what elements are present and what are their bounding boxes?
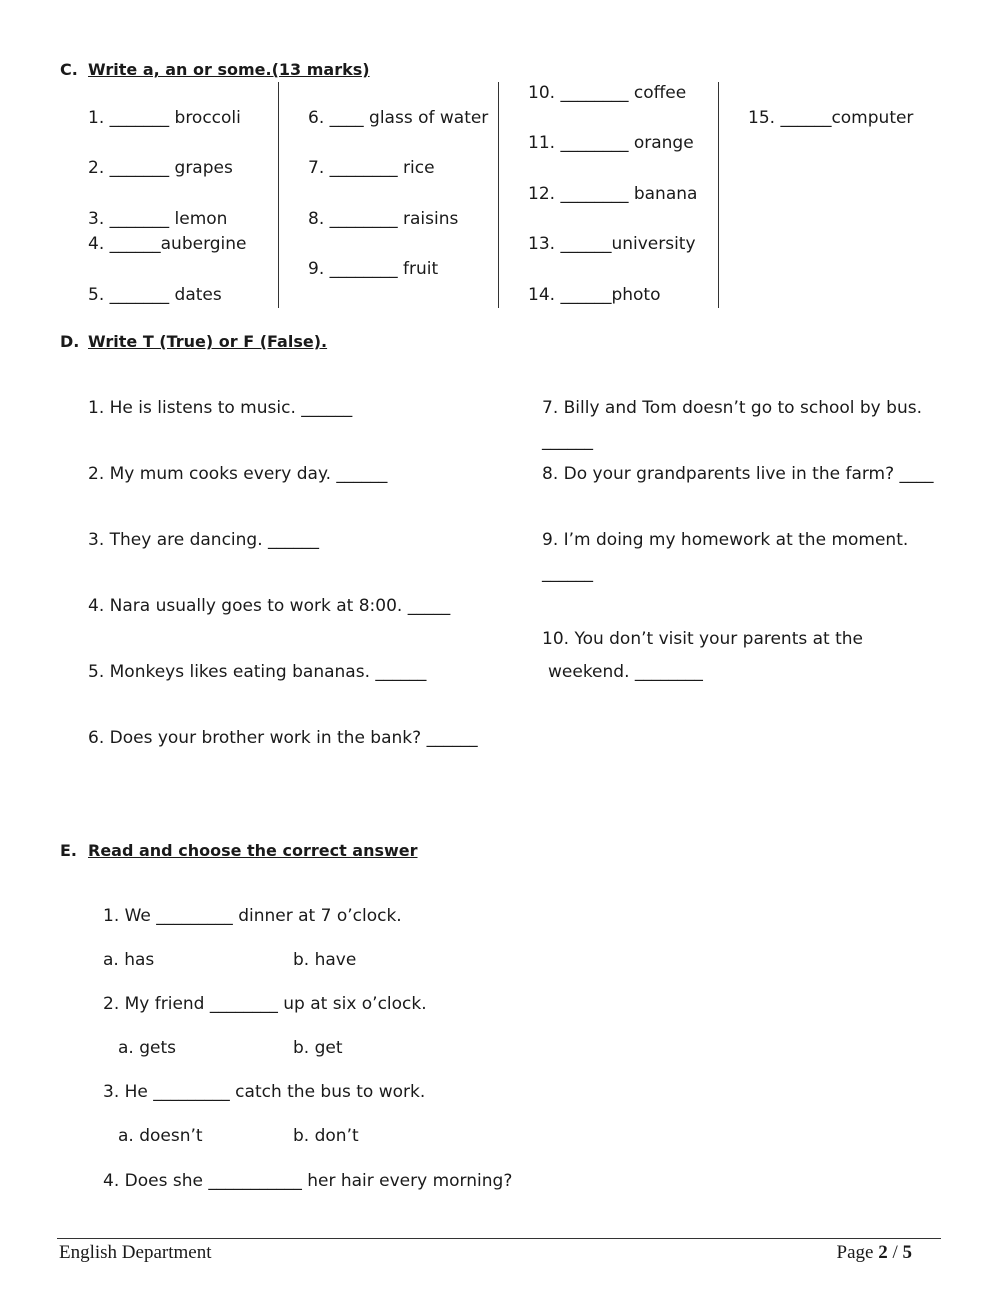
d-item-7-blank: ______ xyxy=(542,431,593,451)
d-item-4: 4. Nara usually goes to work at 8:00. _____ xyxy=(88,596,451,616)
c-item-11: 11. ________ orange xyxy=(528,133,694,153)
e-question-4: 4. Does she ___________ her hair every morning? xyxy=(103,1171,513,1191)
c-item-7: 7. ________ rice xyxy=(308,158,435,178)
d-item-8: 8. Do your grandparents live in the farm? ____ xyxy=(542,464,934,484)
column-divider-2 xyxy=(498,82,499,308)
c-item-3: 3. _______ lemon xyxy=(88,209,228,229)
e-q2-option-b: b. get xyxy=(293,1038,343,1058)
page-current: 2 xyxy=(878,1242,888,1263)
c-item-12: 12. ________ banana xyxy=(528,184,698,204)
c-item-4: 4. ______aubergine xyxy=(88,234,247,254)
e-q3-option-a: a. doesn’t xyxy=(118,1126,203,1146)
d-item-7: 7. Billy and Tom doesn’t go to school by bus. xyxy=(542,398,922,418)
footer-page-number xyxy=(837,1243,912,1262)
c-item-8: 8. ________ raisins xyxy=(308,209,459,229)
d-item-2: 2. My mum cooks every day. ______ xyxy=(88,464,388,484)
e-q3-option-b: b. don’t xyxy=(293,1126,359,1146)
e-question-3: 3. He _________ catch the bus to work. xyxy=(103,1082,426,1102)
e-question-2: 2. My friend ________ up at six o’clock. xyxy=(103,994,427,1014)
c-item-13: 13. ______university xyxy=(528,234,696,254)
d-item-9: 9. I’m doing my homework at the moment. xyxy=(542,530,909,550)
column-divider-1 xyxy=(278,82,279,308)
d-item-5: 5. Monkeys likes eating bananas. ______ xyxy=(88,662,427,682)
c-item-10: 10. ________ coffee xyxy=(528,83,687,103)
c-item-6: 6. ____ glass of water xyxy=(308,108,489,128)
section-d-title: Write T (True) or F (False). xyxy=(88,332,328,351)
d-item-3: 3. They are dancing. ______ xyxy=(88,530,320,550)
section-c-title: Write a, an or some.(13 marks) xyxy=(88,60,370,79)
e-question-1: 1. We _________ dinner at 7 o’clock. xyxy=(103,906,402,926)
c-item-5: 5. _______ dates xyxy=(88,285,222,305)
c-item-14: 14. ______photo xyxy=(528,285,661,305)
page-total: 5 xyxy=(902,1242,912,1263)
page-separator: / xyxy=(887,1242,903,1263)
c-item-2: 2. _______ grapes xyxy=(88,158,233,178)
c-item-15: 15. ______computer xyxy=(748,108,914,128)
section-d-label: D. xyxy=(60,332,80,351)
footer-department: English Department xyxy=(59,1242,212,1263)
footer-rule xyxy=(57,1238,941,1239)
section-e-title: Read and choose the correct answer xyxy=(88,841,418,860)
d-item-6: 6. Does your brother work in the bank? ______ xyxy=(88,728,478,748)
c-item-9: 9. ________ fruit xyxy=(308,259,439,279)
d-item-10-cont: weekend. ________ xyxy=(548,662,703,682)
c-item-1: 1. _______ broccoli xyxy=(88,108,241,128)
d-item-10: 10. You don’t visit your parents at the xyxy=(542,629,864,649)
column-divider-3 xyxy=(718,82,719,308)
e-q1-option-a: a. has xyxy=(103,950,155,970)
section-e-label: E. xyxy=(60,841,78,860)
section-c-label: C. xyxy=(60,60,78,79)
d-item-9-blank: ______ xyxy=(542,563,593,583)
page-prefix: Page xyxy=(836,1242,879,1263)
e-q2-option-a: a. gets xyxy=(118,1038,176,1058)
e-q1-option-b: b. have xyxy=(293,950,357,970)
d-item-1: 1. He is listens to music. ______ xyxy=(88,398,353,418)
